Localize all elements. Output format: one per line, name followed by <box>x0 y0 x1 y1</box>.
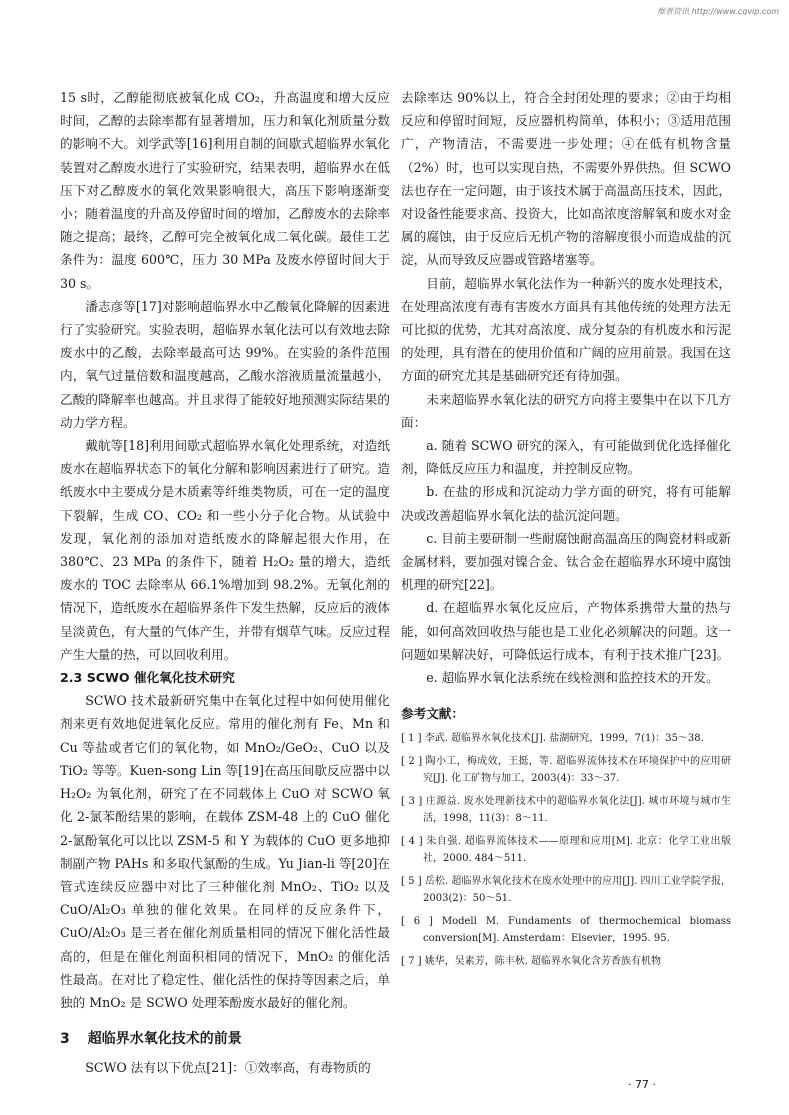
right-column <box>401 86 731 976</box>
paragraph: 未来超临界水氧化法的研究方向将主要集中在以下几方面： <box>401 391 731 430</box>
section-heading: 2.3 SCWO 催化氧化技术研究 <box>60 670 235 686</box>
list-item: d. 在超临界水氧化反应后，产物体系携带大量的热与能，如何高效回收热与能也是工业化必须解决的问题。这一问题如果解决好，可降低运行成本，有利于技术推广[23]。 <box>401 600 731 662</box>
watermark: 维普资讯 http://www.cqvip.com <box>657 7 779 16</box>
paragraph: SCWO 法有以下优点[21]：①效率高，有毒物质的 <box>85 1060 371 1076</box>
section-heading <box>60 1026 390 1052</box>
section-number: 3 <box>60 1031 70 1048</box>
reference-item: [ 6 ] Modell M. Fundaments of thermochemical biomass conversion[M]. Amsterdam：Elsevier，1995. 95. <box>401 916 731 945</box>
page-number: · 77 · <box>628 1078 656 1091</box>
list-item: e. 超临界水氧化法系统在线检测和监控技术的开发。 <box>426 670 719 686</box>
reference-item: [ 2 ] 陶小工，梅成效，王挺，等. 超临界流体技术在环境保护中的应用研究[J]. 化工矿物与加工，2003(4)：33～37. <box>401 756 731 785</box>
list-item: a. 随着 SCWO 研究的深入，有可能做到优化选择催化剂，降低反应压力和温度，并控制反应物。 <box>401 438 731 477</box>
paragraph: 15 s时，乙醇能彻底被氧化成 CO₂，升高温度和增大反应时间，乙醇的去除率都有显著增加，压力和氧化剂质量分数的影响不大。刘学武等[16]利用自制的间歇式超临界水氧化装置对乙醇废水进行了实验研究，结果表明，超临界水在低压下对乙醇废水的氧化效果影响很大，高压下影响逐渐变小；随着温度的升高及停留时间的增加，乙醇废水的去除率随之提高；最终，乙醇可完全被氧化成二氧化碳。最佳工艺条件为：温度 600℃，压力 30 MPa 及废水停留时间大于 30 s。 <box>60 90 390 291</box>
paragraph: 目前，超临界水氧化法作为一种新兴的废水处理技术，在处理高浓度有毒有害废水方面具有其他传统的处理方法无可比拟的优势，尤其对高浓度、成分复杂的有机废水和污泥的处理，具有潜在的使用价值和广阔的应用前景。我国在这方面的研究尤其是基础研究还有待加强。 <box>401 275 731 384</box>
references-heading: 参考文献： <box>401 706 464 722</box>
reference-item: [ 1 ] 李武. 超临界水氧化技术[J]. 盐湖研究，1999，7(1)：35～38. <box>401 733 704 745</box>
reference-item: [ 7 ] 姚华，吴素芳，陈丰秋. 超临界水氧化含芳香族有机物 <box>401 956 662 968</box>
reference-list <box>401 730 731 970</box>
paragraph: SCWO 技术最新研究集中在氧化过程中如何使用催化剂来更有效地促进氧化反应。常用的催化剂有 Fe、Mn 和 Cu 等盐或者它们的氧化物，如 MnO₂/GeO₂、CuO 以及 TiO₂ 等等。Kuen-song Lin 等[19]在高压间歇反应器中以 H₂O₂ 为氧化剂，研究了在不同载体上 CuO 对 SCWO 氧化 2-氯苯酚结果的影响，在载体 ZSM-48 上的 CuO 催化 2-氯酚氧化可以比以 ZSM-5 和 Y 为载体的 CuO 更多地抑制副产物 PAHs 和多取代氯酚的生成。Yu Jian-li 等[20]在管式连续反应器中对比了三种催化剂 MnO₂、TiO₂ 以及 CuO/Al₂O₃ 单独的催化效果。在同样的反应条件下，CuO/Al₂O₃ 是三者在催化剂质量相同的情况下催化活性最高的，但是在催化剂面积相同的情况下，MnO₂ 的催化活性最高。在对比了稳定性、催化活性的保持等因素之后，单独的 MnO₂ 是 SCWO 处理苯酚废水最好的催化剂。 <box>60 693 390 1010</box>
reference-item: [ 3 ] 庄源益. 废水处理新技术中的超临界水氧化法[J]. 城市环境与城市生活，1998，11(3)：8～11. <box>401 796 731 825</box>
reference-item: [ 5 ] 岳松. 超临界水氧化技术在废水处理中的应用[J]. 四川工业学院学报，2003(2)：50～51. <box>401 876 731 905</box>
paragraph: 戴航等[18]利用间歇式超临界水氧化处理系统，对造纸废水在超临界状态下的氧化分解和影响因素进行了研究。造纸废水中主要成分是木质素等纤维类物质，可在一定的温度下裂解，生成 CO、CO₂ 和一些小分子化合物。从试验中发现，氧化剂的添加对造纸废水的降解起很大作用，在 380℃、23 MPa 的条件下，随着 H₂O₂ 量的增大，造纸废水的 TOC 去除率从 66.1%增加到 98.2%。无氧化剂的情况下，造纸废水在超临界条件下发生热解，反应后的液体呈淡黄色，有大量的气体产生，并带有烟草气味。反应过程产生大量的热，可以回收利用。 <box>60 438 390 662</box>
list-item: c. 目前主要研制一些耐腐蚀耐高温高压的陶瓷材料或新金属材料，要加强对镍合金、钛合金在超临界水环境中腐蚀机理的研究[22]。 <box>401 530 731 593</box>
left-column <box>60 86 390 1079</box>
reference-item: [ 4 ] 朱自强. 超临界流体技术——原理和应用[M]. 北京：化学工业出版社，2000. 484～511. <box>401 836 731 865</box>
paragraph: 潘志彦等[17]对影响超临界水中乙酸氧化降解的因素进行了实验研究。实验表明，超临界水氧化法可以有效地去除废水中的乙酸，去除率最高可达 99%。在实验的条件范围内，氧气过量倍数和温度越高，乙酸水溶液质量流量越小，乙酸的降解率也越高。并且求得了能较好地预测实际结果的动力学方程。 <box>60 298 390 430</box>
section-title: 超临界水氧化技术的前景 <box>87 1031 242 1048</box>
paragraph: 去除率达 90%以上，符合全封闭处理的要求；②由于均相反应和停留时间短，反应器机构简单，体积小；③适用范围广，产物清洁，不需要进一步处理；④在低有机物含量（2%）时，也可以实现自热，不需要外界供热。但 SCWO 法也存在一定问题，由于该技术属于高温高压技术，因此，对设备性能要求高、投资大，比如高浓度溶解氧和废水对金属的腐蚀，由于反应后无机产物的溶解度很小而造成盐的沉淀，从而导致反应器或管路堵塞等。 <box>401 90 731 268</box>
list-item: b. 在盐的形成和沉淀动力学方面的研究，将有可能解决或改善超临界水氧化法的盐沉淀问题。 <box>401 484 731 523</box>
